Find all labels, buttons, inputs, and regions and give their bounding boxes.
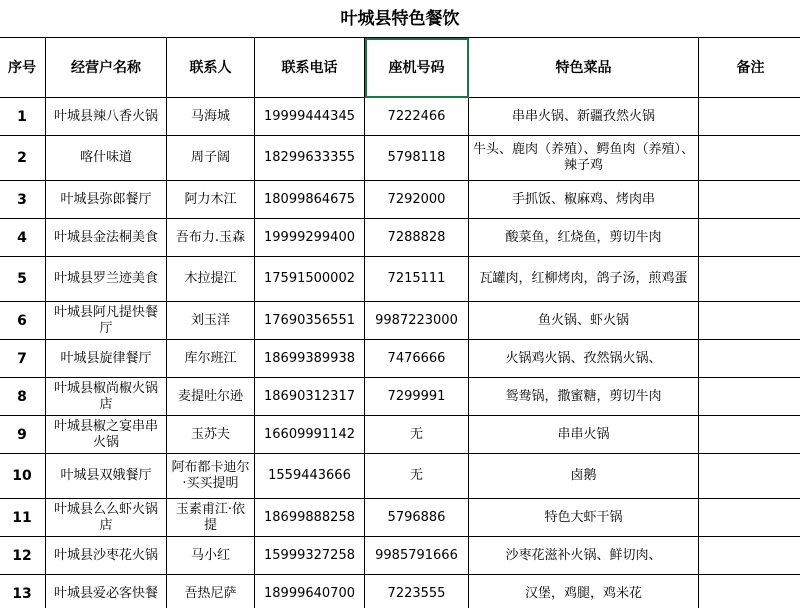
cell-name[interactable]: 叶城县沙枣花火锅 — [46, 537, 167, 575]
header-cell-note[interactable]: 备注 — [699, 38, 800, 98]
table-row — [0, 575, 800, 608]
cell-note[interactable] — [699, 302, 800, 340]
table-row — [0, 416, 800, 454]
cell-contact[interactable]: 刘玉洋 — [167, 302, 255, 340]
cell-dishes[interactable]: 沙枣花滋补火锅、鲜切肉、 — [469, 537, 699, 575]
cell-name[interactable]: 叶城县么么虾火锅店 — [46, 499, 167, 537]
cell-phone[interactable]: 19999444345 — [255, 98, 365, 136]
cell-no[interactable]: 13 — [0, 575, 46, 608]
header-cell-name[interactable]: 经营户名称 — [46, 38, 167, 98]
cell-note[interactable] — [699, 98, 800, 136]
cell-no[interactable]: 4 — [0, 219, 46, 257]
cell-dishes[interactable]: 鸳鸯锅，撒蜜糖，剪切牛肉 — [469, 378, 699, 416]
table-row — [0, 499, 800, 537]
cell-phone[interactable]: 17690356551 — [255, 302, 365, 340]
cell-dishes[interactable]: 火锅鸡火锅、孜然锅火锅、 — [469, 340, 699, 378]
cell-note[interactable] — [699, 136, 800, 181]
table-row — [0, 136, 800, 181]
cell-phone[interactable]: 18699389938 — [255, 340, 365, 378]
cell-name[interactable]: 叶城县辣八香火锅 — [46, 98, 167, 136]
table-row — [0, 454, 800, 499]
cell-contact[interactable]: 阿力木江 — [167, 181, 255, 219]
cell-landline[interactable]: 9985791666 — [365, 537, 469, 575]
cell-no[interactable]: 12 — [0, 537, 46, 575]
cell-contact[interactable]: 玉苏夫 — [167, 416, 255, 454]
cell-landline[interactable]: 7292000 — [365, 181, 469, 219]
cell-no[interactable]: 6 — [0, 302, 46, 340]
cell-no[interactable]: 9 — [0, 416, 46, 454]
cell-contact[interactable]: 周子阔 — [167, 136, 255, 181]
cell-contact[interactable]: 吾布力.玉森 — [167, 219, 255, 257]
cell-contact[interactable]: 木拉提江 — [167, 257, 255, 302]
cell-no[interactable]: 1 — [0, 98, 46, 136]
cell-phone[interactable]: 18690312317 — [255, 378, 365, 416]
table-row — [0, 257, 800, 302]
cell-name[interactable]: 叶城县椒尚椒火锅店 — [46, 378, 167, 416]
cell-contact[interactable]: 马海城 — [167, 98, 255, 136]
cell-dishes[interactable]: 酸菜鱼，红烧鱼，剪切牛肉 — [469, 219, 699, 257]
cell-dishes[interactable]: 汉堡，鸡腿，鸡米花 — [469, 575, 699, 608]
table-row — [0, 378, 800, 416]
table-row — [0, 181, 800, 219]
cell-no[interactable]: 11 — [0, 499, 46, 537]
restaurant-table — [0, 37, 800, 608]
cell-landline[interactable]: 7299991 — [365, 378, 469, 416]
cell-dishes[interactable]: 牛头、鹿肉（养殖）、鳄鱼肉（养殖）、辣子鸡 — [469, 136, 699, 181]
header-cell-landline[interactable]: 座机号码 — [365, 38, 469, 98]
cell-name[interactable]: 叶城县旋律餐厅 — [46, 340, 167, 378]
cell-name[interactable]: 叶城县弥郎餐厅 — [46, 181, 167, 219]
sheet-title[interactable]: 叶城县特色餐饮 — [0, 0, 800, 38]
table-row — [0, 219, 800, 257]
cell-phone[interactable]: 18099864675 — [255, 181, 365, 219]
cell-contact[interactable]: 马小红 — [167, 537, 255, 575]
cell-note[interactable] — [699, 340, 800, 378]
cell-landline[interactable]: 9987223000 — [365, 302, 469, 340]
cell-dishes[interactable]: 卤鹅 — [469, 454, 699, 499]
cell-note[interactable] — [699, 416, 800, 454]
header-cell-phone[interactable]: 联系电话 — [255, 38, 365, 98]
cell-contact[interactable]: 吾热尼萨 — [167, 575, 255, 608]
cell-note[interactable] — [699, 181, 800, 219]
header-row — [0, 38, 800, 98]
cell-note[interactable] — [699, 575, 800, 608]
header-cell-dishes[interactable]: 特色菜品 — [469, 38, 699, 98]
table-body — [0, 98, 800, 608]
table-row — [0, 98, 800, 136]
table-row — [0, 302, 800, 340]
cell-no[interactable]: 7 — [0, 340, 46, 378]
cell-note[interactable] — [699, 454, 800, 499]
cell-no[interactable]: 8 — [0, 378, 46, 416]
cell-landline[interactable]: 7288828 — [365, 219, 469, 257]
cell-note[interactable] — [699, 537, 800, 575]
cell-name[interactable]: 叶城县罗兰迹美食 — [46, 257, 167, 302]
cell-phone[interactable]: 18999640700 — [255, 575, 365, 608]
cell-phone[interactable]: 17591500002 — [255, 257, 365, 302]
table-row — [0, 340, 800, 378]
cell-note[interactable] — [699, 257, 800, 302]
cell-landline[interactable]: 7223555 — [365, 575, 469, 608]
cell-name[interactable]: 叶城县爱必客快餐 — [46, 575, 167, 608]
cell-no[interactable]: 3 — [0, 181, 46, 219]
cell-no[interactable]: 10 — [0, 454, 46, 499]
cell-landline[interactable]: 无 — [365, 454, 469, 499]
cell-name[interactable]: 叶城县椒之宴串串火锅 — [46, 416, 167, 454]
cell-contact[interactable]: 麦提吐尔逊 — [167, 378, 255, 416]
cell-phone[interactable]: 18299633355 — [255, 136, 365, 181]
cell-contact[interactable]: 玉素甫江·依提 — [167, 499, 255, 537]
cell-contact[interactable]: 库尔班江 — [167, 340, 255, 378]
cell-dishes[interactable]: 瓦罐肉，红柳烤肉，鸽子汤，煎鸡蛋 — [469, 257, 699, 302]
cell-name[interactable]: 喀什味道 — [46, 136, 167, 181]
header-cell-contact[interactable]: 联系人 — [167, 38, 255, 98]
table-row — [0, 537, 800, 575]
cell-dishes[interactable]: 特色大虾干锅 — [469, 499, 699, 537]
cell-dishes[interactable]: 串串火锅 — [469, 416, 699, 454]
cell-landline[interactable]: 7222466 — [365, 98, 469, 136]
cell-landline[interactable]: 7476666 — [365, 340, 469, 378]
cell-phone[interactable]: 18699888258 — [255, 499, 365, 537]
cell-contact[interactable]: 阿布都卡迪尔·买买提明 — [167, 454, 255, 499]
cell-name[interactable]: 叶城县金法桐美食 — [46, 219, 167, 257]
cell-note[interactable] — [699, 378, 800, 416]
cell-note[interactable] — [699, 219, 800, 257]
cell-dishes[interactable]: 手抓饭、椒麻鸡、烤肉串 — [469, 181, 699, 219]
cell-landline[interactable]: 5796886 — [365, 499, 469, 537]
cell-dishes[interactable]: 串串火锅、新疆孜然火锅 — [469, 98, 699, 136]
cell-phone[interactable]: 1559443666 — [255, 454, 365, 499]
cell-phone[interactable]: 15999327258 — [255, 537, 365, 575]
cell-note[interactable] — [699, 499, 800, 537]
cell-phone[interactable]: 19999299400 — [255, 219, 365, 257]
cell-landline[interactable]: 5798118 — [365, 136, 469, 181]
cell-no[interactable]: 5 — [0, 257, 46, 302]
cell-phone[interactable]: 16609991142 — [255, 416, 365, 454]
cell-no[interactable]: 2 — [0, 136, 46, 181]
cell-landline[interactable]: 无 — [365, 416, 469, 454]
cell-dishes[interactable]: 鱼火锅、虾火锅 — [469, 302, 699, 340]
header-cell-no[interactable]: 序号 — [0, 38, 46, 98]
cell-name[interactable]: 叶城县阿凡提快餐厅 — [46, 302, 167, 340]
cell-landline[interactable]: 7215111 — [365, 257, 469, 302]
cell-name[interactable]: 叶城县双娥餐厅 — [46, 454, 167, 499]
